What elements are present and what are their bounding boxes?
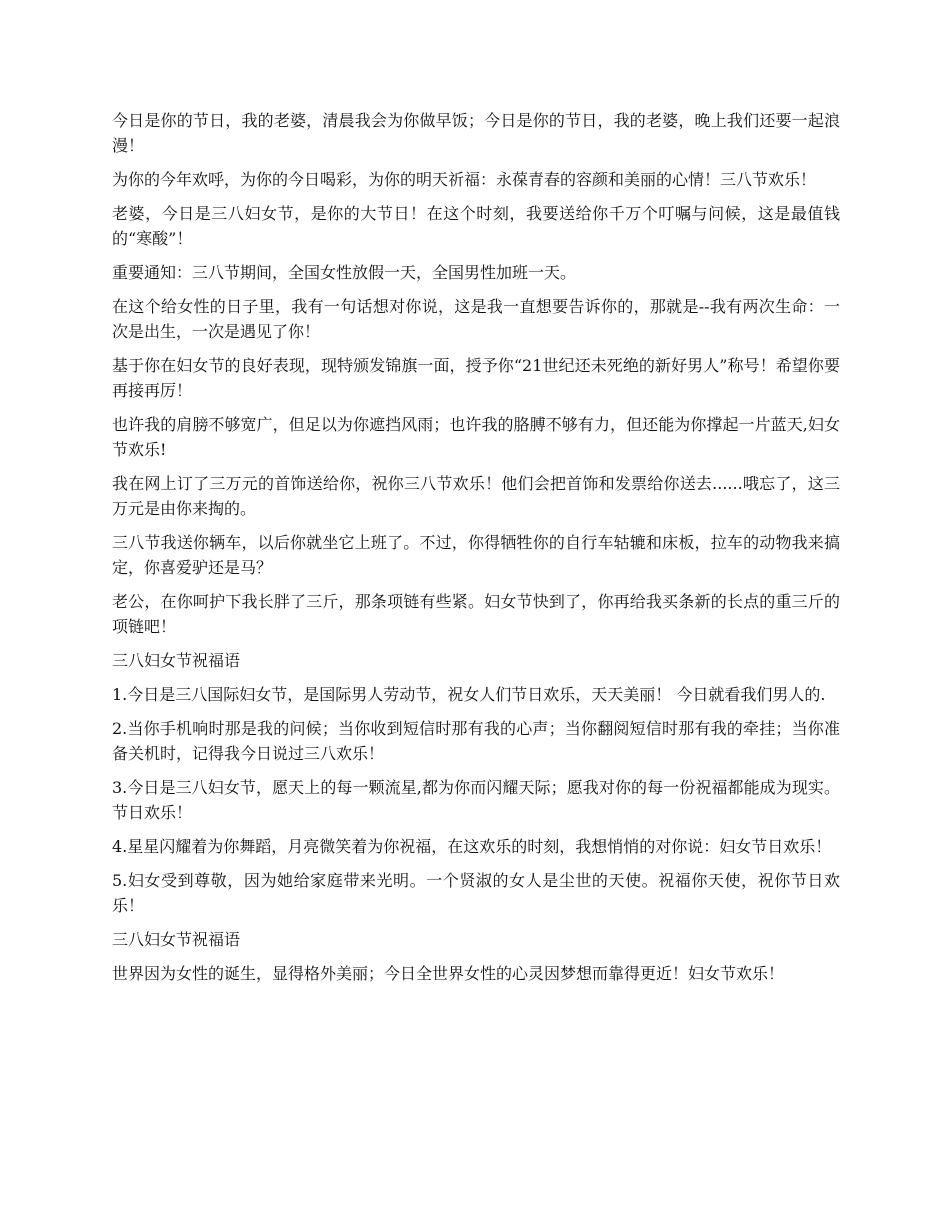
list-item: 5.妇女受到尊敬，因为她给家庭带来光明。一个贤淑的女人是尘世的天使。祝福你天使，祝你节日欢乐！ [112, 871, 840, 915]
list-item: 2.当你手机响时那是我的问候；当你收到短信时那有我的心声；当你翻阅短信时那有我的牵挂；当你准备关机时，记得我今日说过三八欢乐！ [112, 719, 840, 763]
list-item: 4.星星闪耀着为你舞蹈，月亮微笑着为你祝福，在这欢乐的时刻，我想悄悄的对你说：妇女节日欢乐！ [112, 837, 832, 856]
paragraph: 我在网上订了三万元的首饰送给你，祝你三八节欢乐！他们会把首饰和发票给你送去......哦忘了，这三万元是由你来掏的。 [112, 474, 840, 518]
paragraph: 也许我的肩膀不够宽广，但足以为你遮挡风雨；也许我的胳膊不够有力，但还能为你撑起一片蓝天,妇女节欢乐! [112, 415, 840, 459]
section-heading: 三八妇女节祝福语 [112, 651, 241, 670]
paragraph: 在这个给女性的日子里，我有一句话想对你说，这是我一直想要告诉你的，那就是--我有两次生命：一次是出生，一次是遇见了你！ [112, 297, 840, 341]
section-heading: 三八妇女节祝福语 [112, 930, 241, 949]
paragraph: 为你的今年欢呼，为你的今日喝彩，为你的明天祈福：永葆青春的容颜和美丽的心情！三八节欢乐！ [112, 170, 817, 189]
list-item: 3.今日是三八妇女节，愿天上的每一颗流星,都为你而闪耀天际；愿我对你的每一份祝福都能成为现实。节日欢乐！ [112, 778, 840, 822]
paragraph: 老婆，今日是三八妇女节，是你的大节日！在这个时刻，我要送给你千万个叮嘱与问候，这是最值钱的“寒酸”！ [112, 204, 840, 248]
paragraph: 重要通知：三八节期间，全国女性放假一天，全国男性加班一天。 [112, 263, 577, 282]
paragraph: 三八节我送你辆车，以后你就坐它上班了。不过，你得牺牲你的自行车轱辘和床板，拉车的动物我来搞定，你喜爱驴还是马？ [112, 533, 840, 577]
list-item: 1.今日是三八国际妇女节，是国际男人劳动节，祝女人们节日欢乐，天天美丽！ 今日就看我们男人的. [112, 685, 826, 704]
paragraph: 今日是你的节日，我的老婆，清晨我会为你做早饭；今日是你的节日，我的老婆，晚上我们还要一起浪漫！ [112, 111, 840, 155]
paragraph: 世界因为女性的诞生，显得格外美丽；今日全世界女性的心灵因梦想而靠得更近！妇女节欢乐！ [112, 964, 785, 983]
paragraph: 老公，在你呵护下我长胖了三斤，那条项链有些紧。妇女节快到了，你再给我买条新的长点的重三斤的项链吧！ [112, 592, 840, 636]
paragraph: 基于你在妇女节的良好表现，现特颁发锦旗一面，授予你“21世纪还未死绝的新好男人”称号！希望你要再接再厉！ [112, 356, 840, 400]
document-body [112, 108, 840, 995]
